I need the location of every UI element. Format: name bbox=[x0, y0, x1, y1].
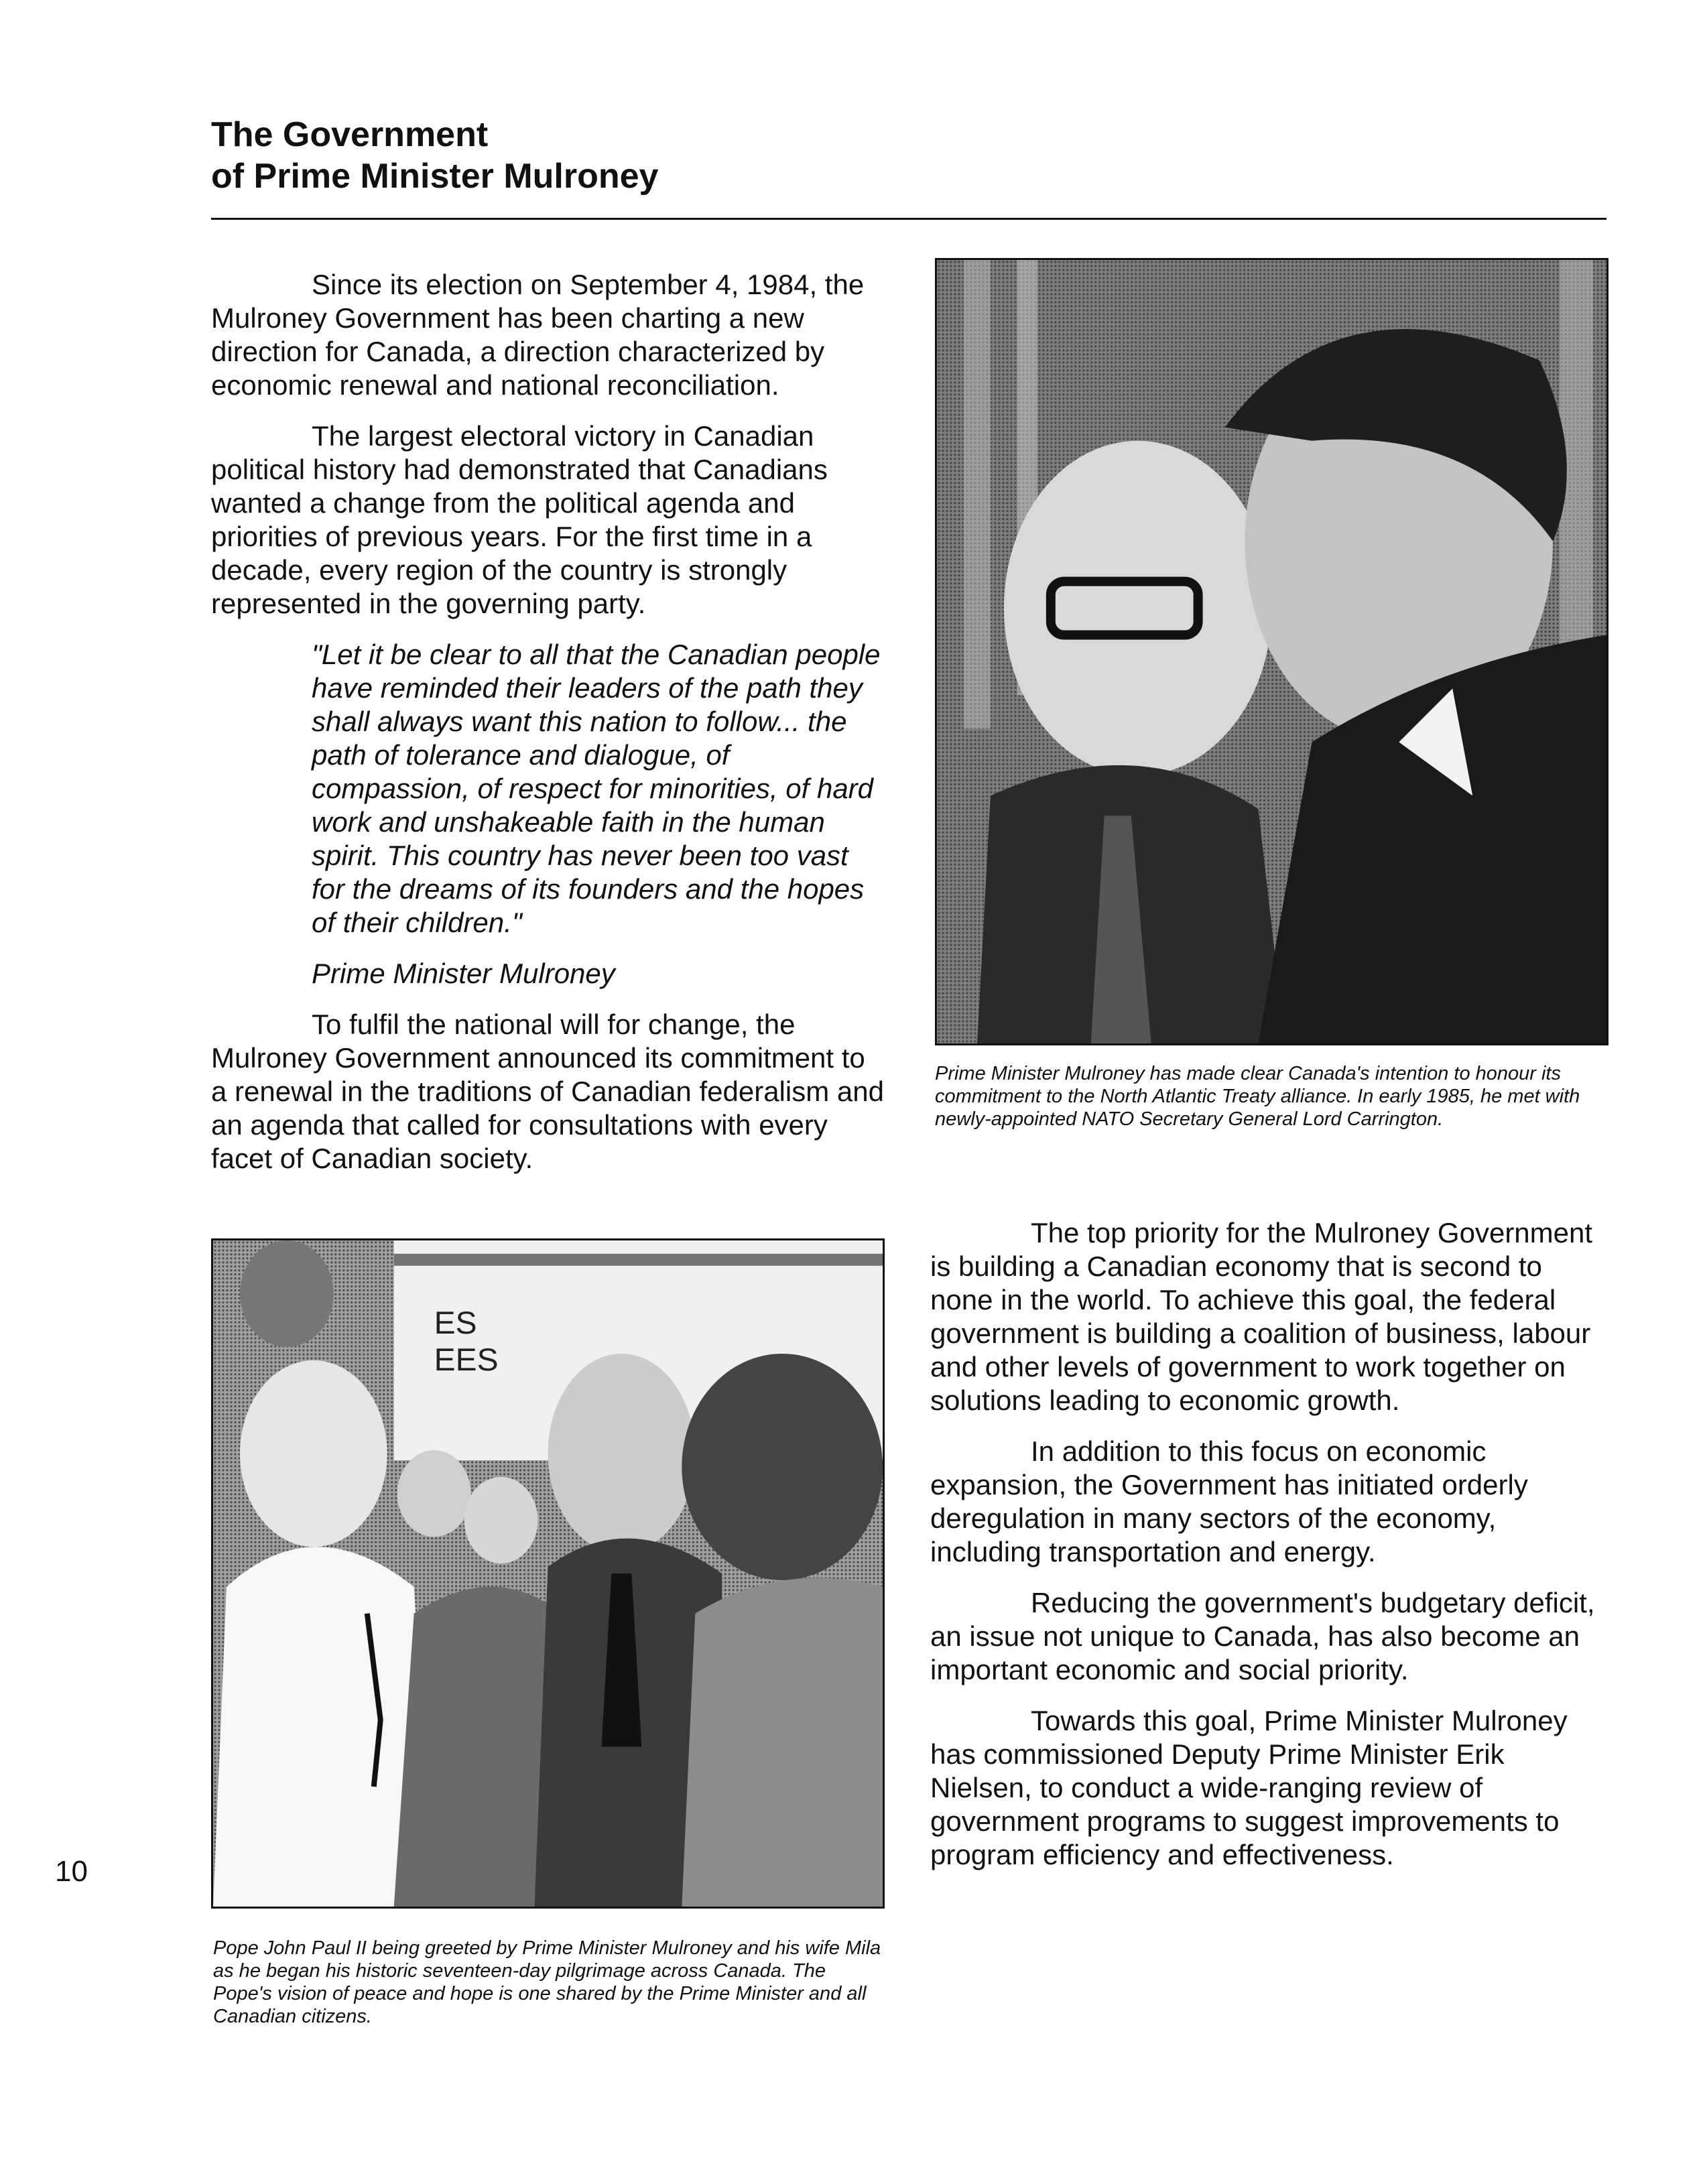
photo-caption: Pope John Paul II being greeted by Prime Minister Mulroney and his wife Mila as he began his historic seventeen-day pilgrimage across Canada. The Pope's vision of peace and hope is one shared by the Prime Minister and all Canadian citizens. bbox=[213, 1937, 881, 2027]
paragraph: The top priority for the Mulroney Government is building a Canadian economy that is second to none in the world. To achieve this goal, the federal government is building a coalition of business, labour and other levels of government to work together on solutions leading to economic growth. bbox=[930, 1217, 1593, 1416]
quote-attribution: Prime Minister Mulroney bbox=[312, 958, 615, 989]
page-number: 10 bbox=[55, 1855, 88, 1888]
quote-text: "Let it be clear to all that the Canadian people have reminded their leaders of the path they shall always want this nation to follow... the path of tolerance and dialogue, of compassion, of respect for minorities, of hard work and unshakeable faith in the human spirit. This country has never been too vast for the dreams of its founders and the hopes of their children." bbox=[312, 639, 881, 938]
sign-text-2: EES bbox=[434, 1342, 499, 1378]
title-rule bbox=[211, 218, 1606, 220]
right-column bbox=[930, 1216, 1607, 1889]
photo-caption: Prime Minister Mulroney has made clear Canada's intention to honour its commitment to the North Atlantic Treaty alliance. In early 1985, he met with newly-appointed NATO Secretary General Lord Carrington. bbox=[935, 1063, 1580, 1130]
page-title bbox=[211, 114, 1216, 197]
paragraph: In addition to this focus on economic expansion, the Government has initiated orderly deregulation in many sectors of the economy, including transportation and energy. bbox=[930, 1435, 1528, 1567]
sign-text-1: ES bbox=[434, 1305, 477, 1342]
title-line-1: The Government bbox=[211, 115, 489, 154]
left-column bbox=[211, 268, 885, 1193]
photo-mulroney-carrington bbox=[935, 258, 1608, 1045]
paragraph: Since its election on September 4, 1984, the Mulroney Government has been charting a new direction for Canada, a direction characterized by economic renewal and national reconciliation. bbox=[211, 269, 865, 401]
photo-pope-greeting bbox=[211, 1238, 885, 1909]
paragraph: Towards this goal, Prime Minister Mulroney has commissioned Deputy Prime Minister Erik Nielsen, to conduct a wide-ranging review of government programs to suggest improvements to program efficiency and effectiveness. bbox=[930, 1705, 1568, 1870]
paragraph: To fulfil the national will for change, the Mulroney Government announced its commitment to a renewal in the traditions of Canadian federalism and an agenda that called for consultations with every facet of Canadian society. bbox=[211, 1009, 884, 1174]
pull-quote bbox=[211, 638, 885, 990]
photo-pope-greeting-image bbox=[213, 1240, 883, 1907]
title-line-2: of Prime Minister Mulroney bbox=[211, 157, 659, 196]
photo-mulroney-carrington-image bbox=[937, 260, 1606, 1043]
paragraph: The largest electoral victory in Canadian political history had demonstrated that Canadians wanted a change from the political agenda and priorities of previous years. For the first time in a decade, every region of the country is strongly represented in the governing party. bbox=[211, 420, 828, 619]
paragraph: Reducing the government's budgetary deficit, an issue not unique to Canada, has also become an important economic and social priority. bbox=[930, 1587, 1595, 1685]
